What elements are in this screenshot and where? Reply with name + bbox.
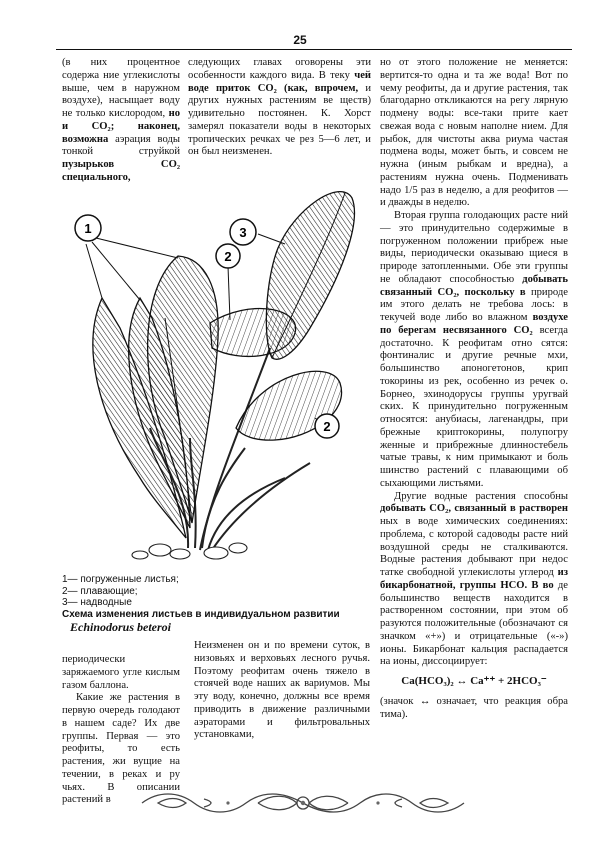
col3-paragraph-3 bbox=[380, 491, 568, 670]
text-line: ные виды, периодически оказываю bbox=[380, 235, 568, 260]
text-line: Подменивать надо 1/5 раз в неделю, а bbox=[380, 171, 568, 196]
text-line: Борнео, эхинодорусы группы уругвай bbox=[380, 388, 568, 400]
figure-label-1 bbox=[75, 215, 101, 241]
text-line: очередь голодают в нашем саде? bbox=[62, 705, 180, 729]
text-line: Какие же растения в первую bbox=[62, 692, 180, 716]
page-number: 25 bbox=[293, 33, 307, 47]
text-line: Другие водные растения способны bbox=[394, 490, 568, 502]
text-line: ние углекислоты выше, чем в bbox=[62, 69, 180, 94]
col3-paragraph-1 bbox=[380, 57, 568, 210]
text-line: в низовьях и верховьях лесного bbox=[194, 640, 370, 664]
text-line: татке свободной углекислоты углерод bbox=[380, 567, 558, 578]
text-line: чему реофиты, да и другие растения, bbox=[380, 82, 554, 94]
figure-label-2b bbox=[315, 414, 339, 438]
text-line: природе им этого делать не требова bbox=[380, 286, 568, 311]
column-4 bbox=[62, 654, 180, 807]
text-line: Неизменен он и по времени суток, bbox=[194, 640, 365, 651]
text-line: лось: в текучей воде либо во влажном bbox=[380, 299, 568, 323]
text-line: реофиты, то есть растения, жи bbox=[62, 743, 180, 767]
scroll-ornament-icon bbox=[138, 789, 468, 817]
text-line: периодически заряжаемого угле bbox=[62, 654, 142, 678]
text-line: ских. К принудительно погруженным bbox=[380, 401, 568, 413]
text-line: для реофитов — и дважды в неделю. bbox=[380, 184, 568, 209]
text-line: но от этого положение не меняется: bbox=[380, 57, 568, 68]
text-line: так благодарно откликаются на регу bbox=[380, 82, 568, 107]
figure-label-text: 3 bbox=[239, 225, 247, 240]
column-1 bbox=[62, 57, 180, 185]
plant-illustration bbox=[40, 178, 380, 570]
column-2 bbox=[188, 57, 371, 159]
figure-label-text: 2 bbox=[224, 249, 232, 264]
figure-caption bbox=[62, 574, 382, 635]
text-line: сятся: фонтиналис и другие речные bbox=[380, 337, 568, 362]
text-line: ществ) удивительно постоянен. К. bbox=[188, 95, 372, 119]
figure-label-3 bbox=[230, 219, 256, 245]
text-line: тяжело в стоячей воде наших ак bbox=[194, 665, 370, 690]
caption-species: Echinodorus beteroi bbox=[70, 620, 172, 634]
text-line: де большинство веществ находится bbox=[380, 579, 568, 604]
text-line: чей воде приток CO₂ (как, впрочем, bbox=[188, 69, 371, 94]
text-line: ионы. Бикарбонат кальция распадается bbox=[380, 643, 568, 655]
text-line: должны все время приводить в bbox=[194, 691, 370, 715]
col4-paragraph-1 bbox=[62, 654, 180, 692]
col3-paragraph-4 bbox=[380, 696, 568, 722]
text-line: ручья. Поэтому реофитам очень bbox=[194, 652, 370, 677]
text-line: лярную подмену воды: все-таки прите bbox=[380, 95, 568, 119]
text-line: особенности каждого вида. В текy bbox=[188, 69, 350, 81]
text-line: на ионы, диссоциирует: bbox=[380, 656, 488, 668]
text-line: в растворенном состоянии, при этом об bbox=[380, 592, 568, 617]
text-line: шинство растений с плавающими об bbox=[380, 465, 568, 476]
text-line: воздухе по берегам несвязанного CO₂ bbox=[380, 312, 568, 336]
text-line: движение различными аэраторами bbox=[194, 703, 370, 728]
header-rule bbox=[56, 49, 572, 50]
text-line: кислым газом баллона. bbox=[62, 666, 180, 691]
col3-paragraph-2 bbox=[380, 210, 568, 491]
text-line: ний воздушной среды не сталкиваются. bbox=[380, 528, 568, 553]
text-line: мхи, большинство апоногетонов, крип bbox=[380, 350, 568, 374]
chemical-formula: Ca(HCO₃)₂ ↔ Ca⁺⁺ + 2HCO₃⁻ bbox=[401, 675, 547, 687]
legend-item: 1— погруженные листья; bbox=[62, 574, 179, 585]
text-line: быть, и совсем не нужна (иным рыбкам bbox=[380, 146, 568, 170]
text-line: из бикарбонатной, группы HCO. В во bbox=[380, 567, 568, 591]
text-line: разуются положительные (обозначают bbox=[380, 618, 556, 629]
text-line: Их две группы. Первая — это bbox=[62, 717, 180, 742]
text-line: аэрация воды тонкой струйкой bbox=[62, 133, 180, 158]
text-line: ных в воде химических соединениях: bbox=[380, 516, 568, 527]
text-line: воду не только кислородом, bbox=[62, 95, 180, 119]
text-line: вариумов. Мы эту воду, конечно, bbox=[194, 678, 370, 702]
text-line: добывать связанный CO₂, поскольку в bbox=[380, 273, 568, 298]
caption-title: Схема изменения листьев в индивидуальном развитии bbox=[62, 608, 340, 620]
text-line: ся значком «+») и отрицательные («-») bbox=[380, 618, 568, 642]
text-line: брежные криптокорины, полупогру bbox=[380, 426, 568, 438]
text-line: всегда достаточно. К реофитам отно bbox=[380, 324, 568, 349]
text-line: (в них процентное содержа bbox=[62, 57, 180, 81]
text-line: следующих главах оговорены эти bbox=[188, 57, 371, 68]
column-3 bbox=[380, 57, 568, 721]
text-line: чьях. В описании растений в bbox=[62, 781, 180, 806]
text-line: добывать CO₂, связанный в растворен bbox=[380, 503, 568, 515]
figure-label-2a bbox=[216, 244, 240, 268]
text-line: Водные растения добывают при недос bbox=[380, 554, 568, 566]
emersed-leaf bbox=[266, 192, 354, 360]
legend-item: 2— плавающие; bbox=[62, 585, 138, 597]
legend-item: 3— надводные bbox=[62, 597, 132, 608]
text-line: наружном воздухе), насыщает bbox=[62, 82, 180, 107]
column-5 bbox=[194, 640, 370, 742]
text-line: токорины из рек, особенно из речек о. bbox=[380, 375, 568, 387]
text-line: некоторых тропических речках че bbox=[188, 120, 371, 145]
text-line: риума частая подмена воды, может bbox=[380, 133, 568, 158]
text-line: эти группы не обладают способностью bbox=[380, 261, 569, 285]
text-line: кает свежая вода с новым наполне bbox=[380, 108, 568, 132]
text-line: и других нужных растениям ве bbox=[188, 82, 371, 107]
col2-paragraph bbox=[188, 57, 371, 159]
submerged-leaves bbox=[93, 256, 218, 538]
text-line: относятся: анубиасы, лагенандры, при bbox=[380, 414, 568, 425]
text-line: ний — это принудительно содержимые bbox=[380, 210, 568, 234]
text-line: вущие на течении, в реках и ру bbox=[62, 756, 180, 780]
text-line: рез 5—6 лет, и он был неизменен. bbox=[188, 133, 371, 158]
figure-label-text: 1 bbox=[84, 221, 92, 236]
text-line: и фильтровальных установками, bbox=[194, 716, 370, 741]
text-line: но и CO₂; наконец, возможна bbox=[62, 108, 180, 145]
figure-label-text: 2 bbox=[323, 419, 331, 434]
text-line: пузырьков CO₂ специального, bbox=[62, 159, 180, 183]
col5-paragraph bbox=[194, 640, 370, 742]
text-line: сыхающими листьями. bbox=[380, 477, 484, 489]
text-line: чатые травы, к ним примыкают и боль bbox=[380, 452, 568, 464]
text-line: вертится-то одна и та же вода! Вот по bbox=[380, 69, 568, 81]
text-line: нием. Для рыбок, для чистоты аква bbox=[380, 120, 568, 145]
text-line: (значок ↔ означает, что реакция обра bbox=[380, 695, 568, 707]
text-line: тима). bbox=[380, 708, 408, 720]
text-line: женные и прибрежные длинностебель bbox=[380, 439, 568, 451]
text-line: проблема, с которой садоводы расте bbox=[380, 528, 548, 540]
text-line: и вредна), а растениям нужна очень. bbox=[380, 159, 568, 183]
text-line: щиеся в природе затопленными. Обе bbox=[380, 248, 568, 272]
text-line: Хорст замерял показатели воды в bbox=[188, 108, 371, 132]
text-line: в погруженном положении прибреж bbox=[380, 222, 568, 247]
text-line: Вторая группа голодающих расте bbox=[394, 210, 548, 221]
col1-paragraph bbox=[62, 57, 180, 185]
